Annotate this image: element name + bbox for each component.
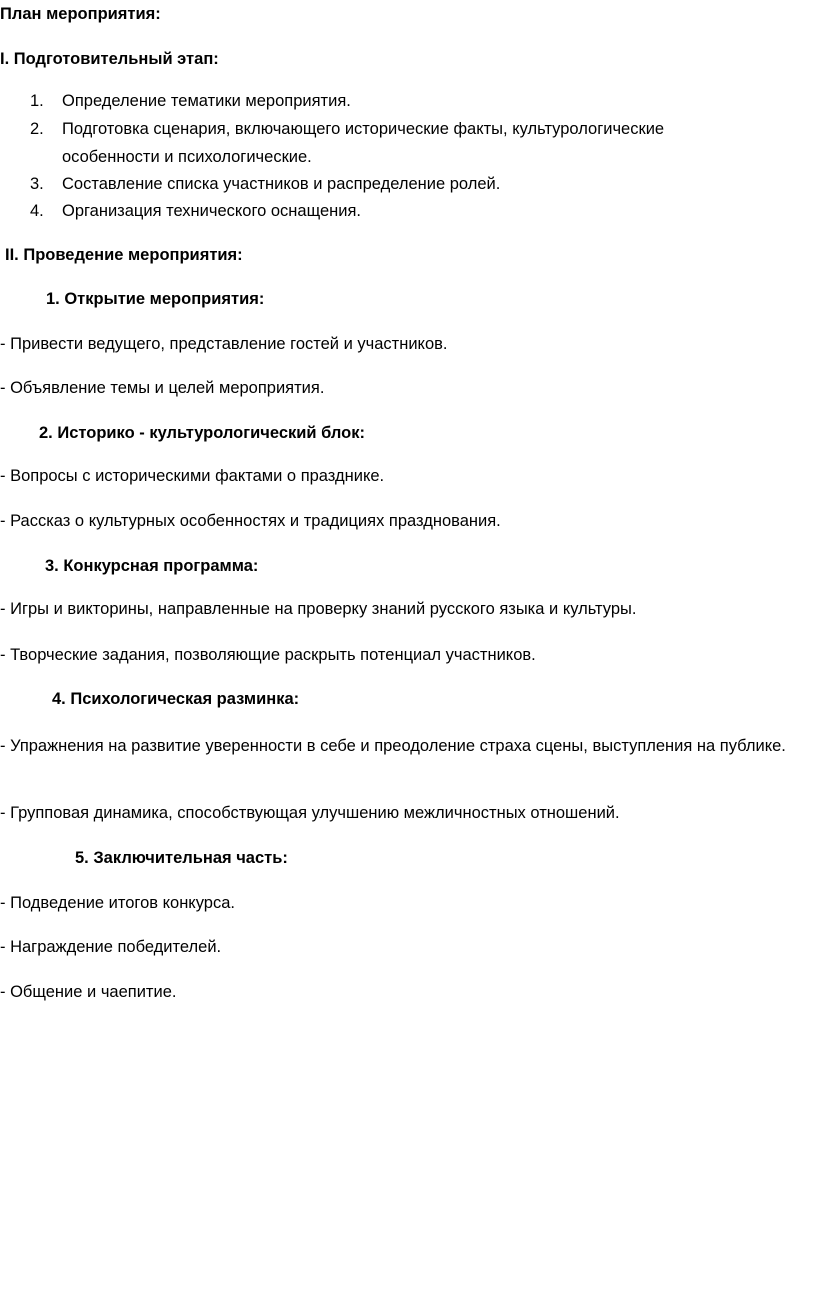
bullet-point: - Объявление темы и целей мероприятия. bbox=[0, 379, 325, 397]
stage2-heading: II. Проведение мероприятия: bbox=[5, 246, 243, 264]
section-heading-final: 5. Заключительная часть: bbox=[75, 849, 288, 867]
bullet-point: - Творческие задания, позволяющие раскрыть потенциал участников. bbox=[0, 646, 536, 664]
bullet-point: - Подведение итогов конкурса. bbox=[0, 894, 235, 912]
section-heading-psychological: 4. Психологическая разминка: bbox=[52, 690, 300, 708]
section-heading-contest: 3. Конкурсная программа: bbox=[45, 557, 259, 575]
list-item-number: 3. bbox=[30, 175, 44, 193]
bullet-point: - Общение и чаепитие. bbox=[0, 983, 177, 1001]
bullet-point: - Привести ведущего, представление гостей и участников. bbox=[0, 335, 448, 353]
bullet-point: - Рассказ о культурных особенностях и традициях празднования. bbox=[0, 512, 501, 530]
bullet-point: - Игры и викторины, направленные на проверку знаний русского языка и культуры. bbox=[0, 600, 637, 618]
stage1-heading: I. Подготовительный этап: bbox=[0, 50, 219, 68]
list-item: Организация технического оснащения. bbox=[62, 202, 362, 220]
bullet-point: - Групповая динамика, способствующая улучшению межличностных отношений. bbox=[0, 804, 620, 822]
bullet-point: - Упражнения на развитие уверенности в себе и преодоление страха сцены, выступления на публике. bbox=[0, 737, 786, 755]
bullet-point: - Награждение победителей. bbox=[0, 938, 222, 956]
list-item-number: 4. bbox=[30, 202, 44, 220]
list-item-number: 2. bbox=[30, 120, 44, 138]
bullet-point: - Вопросы с историческими фактами о празднике. bbox=[0, 467, 385, 485]
list-item: Составление списка участников и распределение ролей. bbox=[62, 175, 501, 193]
section-heading-opening: 1. Открытие мероприятия: bbox=[46, 290, 265, 308]
list-item-number: 1. bbox=[30, 92, 44, 110]
list-item: Подготовка сценария, включающего исторические факты, культурологические особенности и психологические. bbox=[62, 120, 665, 166]
section-heading-historical: 2. Историко - культурологический блок: bbox=[39, 424, 365, 442]
document-title: План мероприятия: bbox=[0, 5, 161, 23]
list-item: Определение тематики мероприятия. bbox=[62, 92, 351, 110]
